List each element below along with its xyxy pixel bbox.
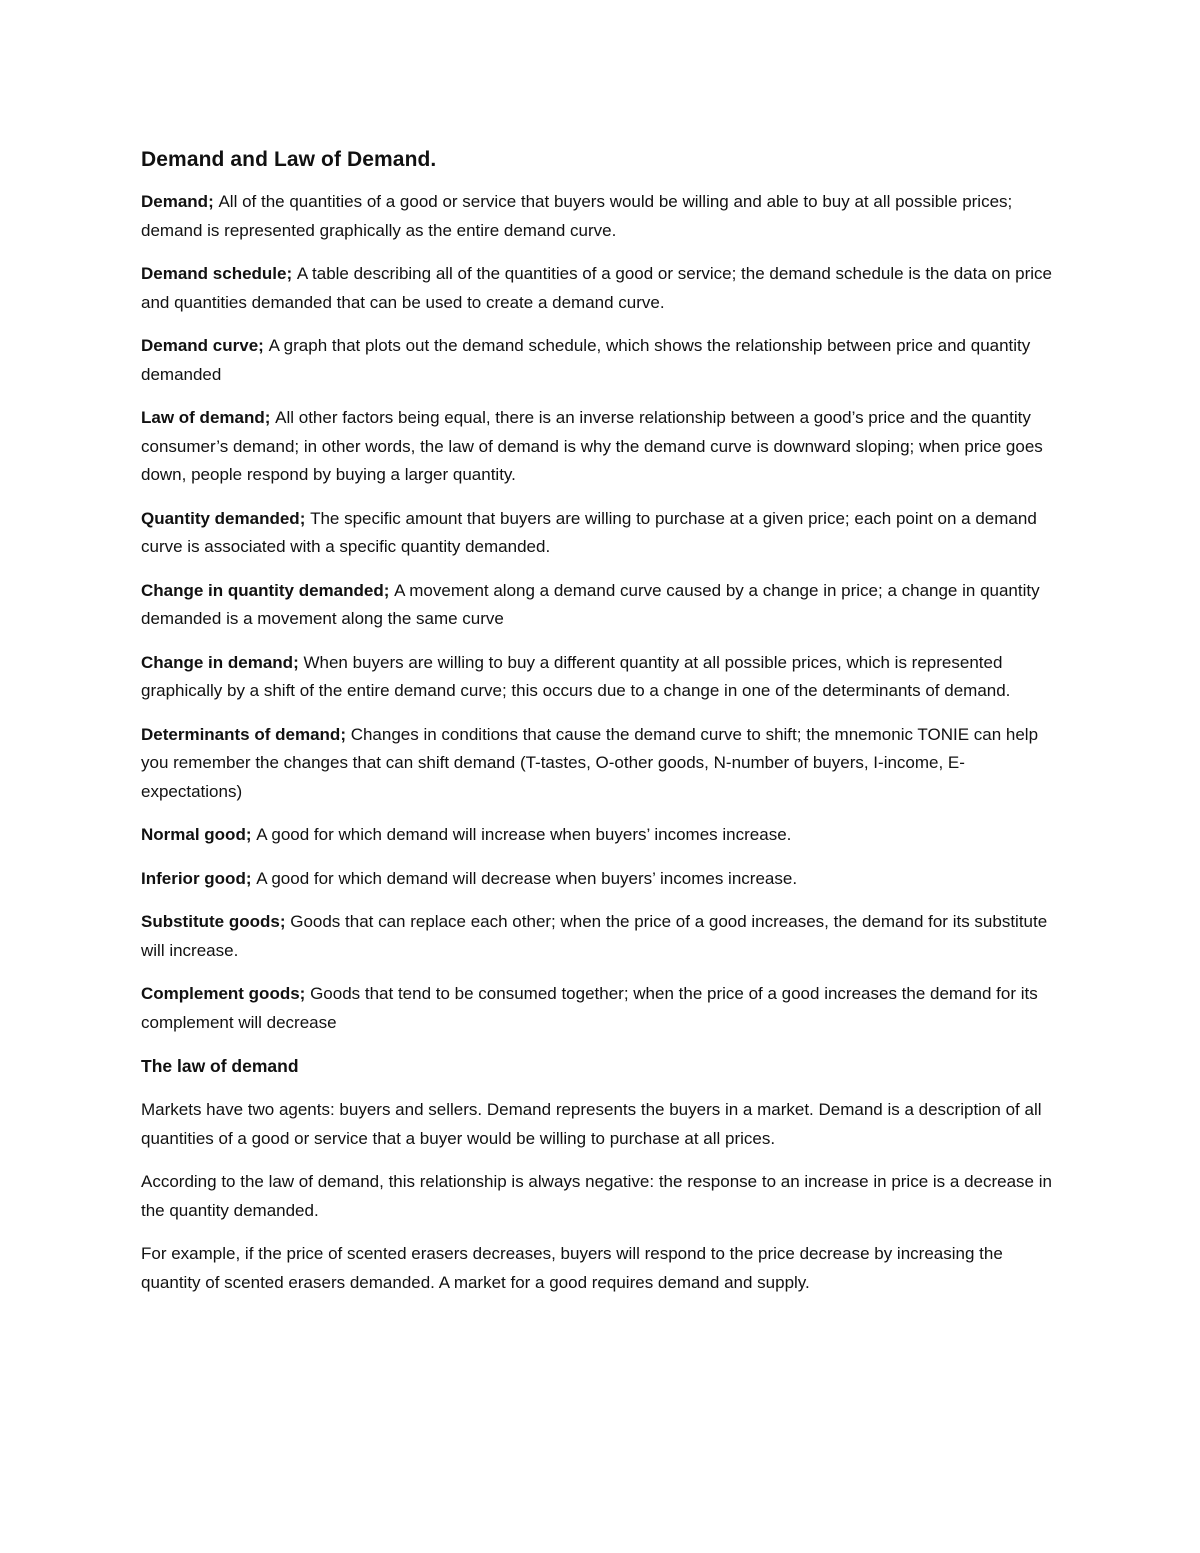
- definition-separator: ;: [293, 652, 304, 672]
- definition-text: A graph that plots out the demand schedule, which shows the relationship between price and quantity demanded: [141, 336, 1031, 384]
- definition-text: Changes in conditions that cause the demand curve to shift; the mnemonic TONIE can help you remember the changes that can shift demand (T-tastes, O-other goods, N-number of buyers, I-income, E-expectations): [141, 724, 1039, 801]
- definition-text: A table describing all of the quantities of a good or service; the demand schedule is the data on price and quantities demanded that can be used to create a demand curve.: [141, 264, 1052, 312]
- definition-normal-good: [141, 821, 1066, 850]
- definition-inferior-good: [141, 865, 1066, 894]
- definition-term: Change in demand: [141, 652, 294, 672]
- definition-term: Demand schedule: [141, 264, 287, 283]
- definition-text: The specific amount that buyers are willing to purchase at a given price; each point on a demand curve is associated with a specific quantity demanded.: [141, 508, 1037, 556]
- definition-separator: ;: [299, 508, 311, 528]
- definition-text: Goods that tend to be consumed together; when the price of a good increases the demand for its complement will decrease: [141, 984, 1038, 1032]
- definition-change-in-quantity-demanded: [141, 577, 1066, 634]
- definition-separator: ;: [245, 868, 257, 888]
- definition-term: Demand curve: [141, 336, 259, 355]
- definition-separator: ;: [299, 984, 311, 1003]
- definition-term: Substitute goods: [141, 912, 280, 931]
- definition-text: A movement along a demand curve caused by a change in price; a change in quantity demanded is a movement along the same curve: [141, 580, 1040, 628]
- section-paragraph: Markets have two agents: buyers and sellers. Demand represents the buyers in a market. Demand is a description of all quantities of a good or service that a buyer would be willing to purchase at all prices.: [141, 1100, 1042, 1148]
- definition-substitute-goods: [141, 908, 1066, 965]
- definition-term: Normal good: [141, 825, 246, 844]
- definition-text: All other factors being equal, there is an inverse relationship between a good’s price and the quantity consumer’s demand; in other words, the law of demand is why the demand curve is downward sloping; when price goes down, people respond by buying a larger quantity.: [141, 408, 1043, 484]
- definition-separator: ;: [245, 825, 257, 844]
- definition-text: All of the quantities of a good or service that buyers would be willing and able to buy at all possible prices; demand is represented graphically as the entire demand curve.: [141, 192, 1013, 240]
- definition-demand: [141, 188, 1066, 245]
- definition-text: Goods that can replace each other; when the price of a good increases, the demand for its substitute will increase.: [141, 912, 1048, 960]
- definition-separator: ;: [258, 336, 269, 355]
- definition-term: Complement goods: [141, 984, 300, 1003]
- definition-term: Determinants of demand: [141, 724, 341, 744]
- definition-separator: ;: [264, 408, 276, 427]
- definition-separator: ;: [340, 724, 351, 744]
- definition-separator: ;: [208, 192, 219, 211]
- definition-complement-goods: [141, 980, 1066, 1037]
- section-paragraph: For example, if the price of scented erasers decreases, buyers will respond to the price decrease by increasing the quantity of scented erasers demanded. A market for a good requires demand and supply.: [141, 1244, 1003, 1292]
- definition-text: A good for which demand will increase when buyers’ incomes increase.: [256, 825, 792, 844]
- definition-term: Law of demand: [141, 408, 265, 427]
- definition-term: Quantity demanded: [141, 508, 300, 528]
- section-heading: The law of demand: [141, 1056, 299, 1076]
- document-title: Demand and Law of Demand.: [141, 148, 437, 171]
- definition-law-of-demand: [141, 404, 1066, 490]
- definition-demand-curve: [141, 332, 1066, 389]
- definition-text: A good for which demand will decrease when buyers’ incomes increase.: [256, 868, 798, 888]
- definition-quantity-demanded: [141, 505, 1066, 562]
- definition-separator: ;: [383, 580, 395, 600]
- definition-term: Demand: [141, 192, 209, 211]
- definition-term: Inferior good: [141, 868, 246, 888]
- definition-term: Change in quantity demanded: [141, 580, 384, 600]
- definition-change-in-demand: [141, 649, 1066, 706]
- section-paragraph: According to the law of demand, this relationship is always negative: the response to an increase in price is a decrease in the quantity demanded.: [141, 1172, 1052, 1220]
- definition-determinants-of-demand: [141, 721, 1066, 807]
- definition-separator: ;: [279, 912, 291, 931]
- definition-demand-schedule: [141, 260, 1066, 317]
- definition-text: When buyers are willing to buy a different quantity at all possible prices, which is represented graphically by a shift of the entire demand curve; this occurs due to a change in one of the determinants of demand.: [141, 652, 1011, 700]
- definition-separator: ;: [286, 264, 297, 283]
- document-content: [141, 145, 1066, 1312]
